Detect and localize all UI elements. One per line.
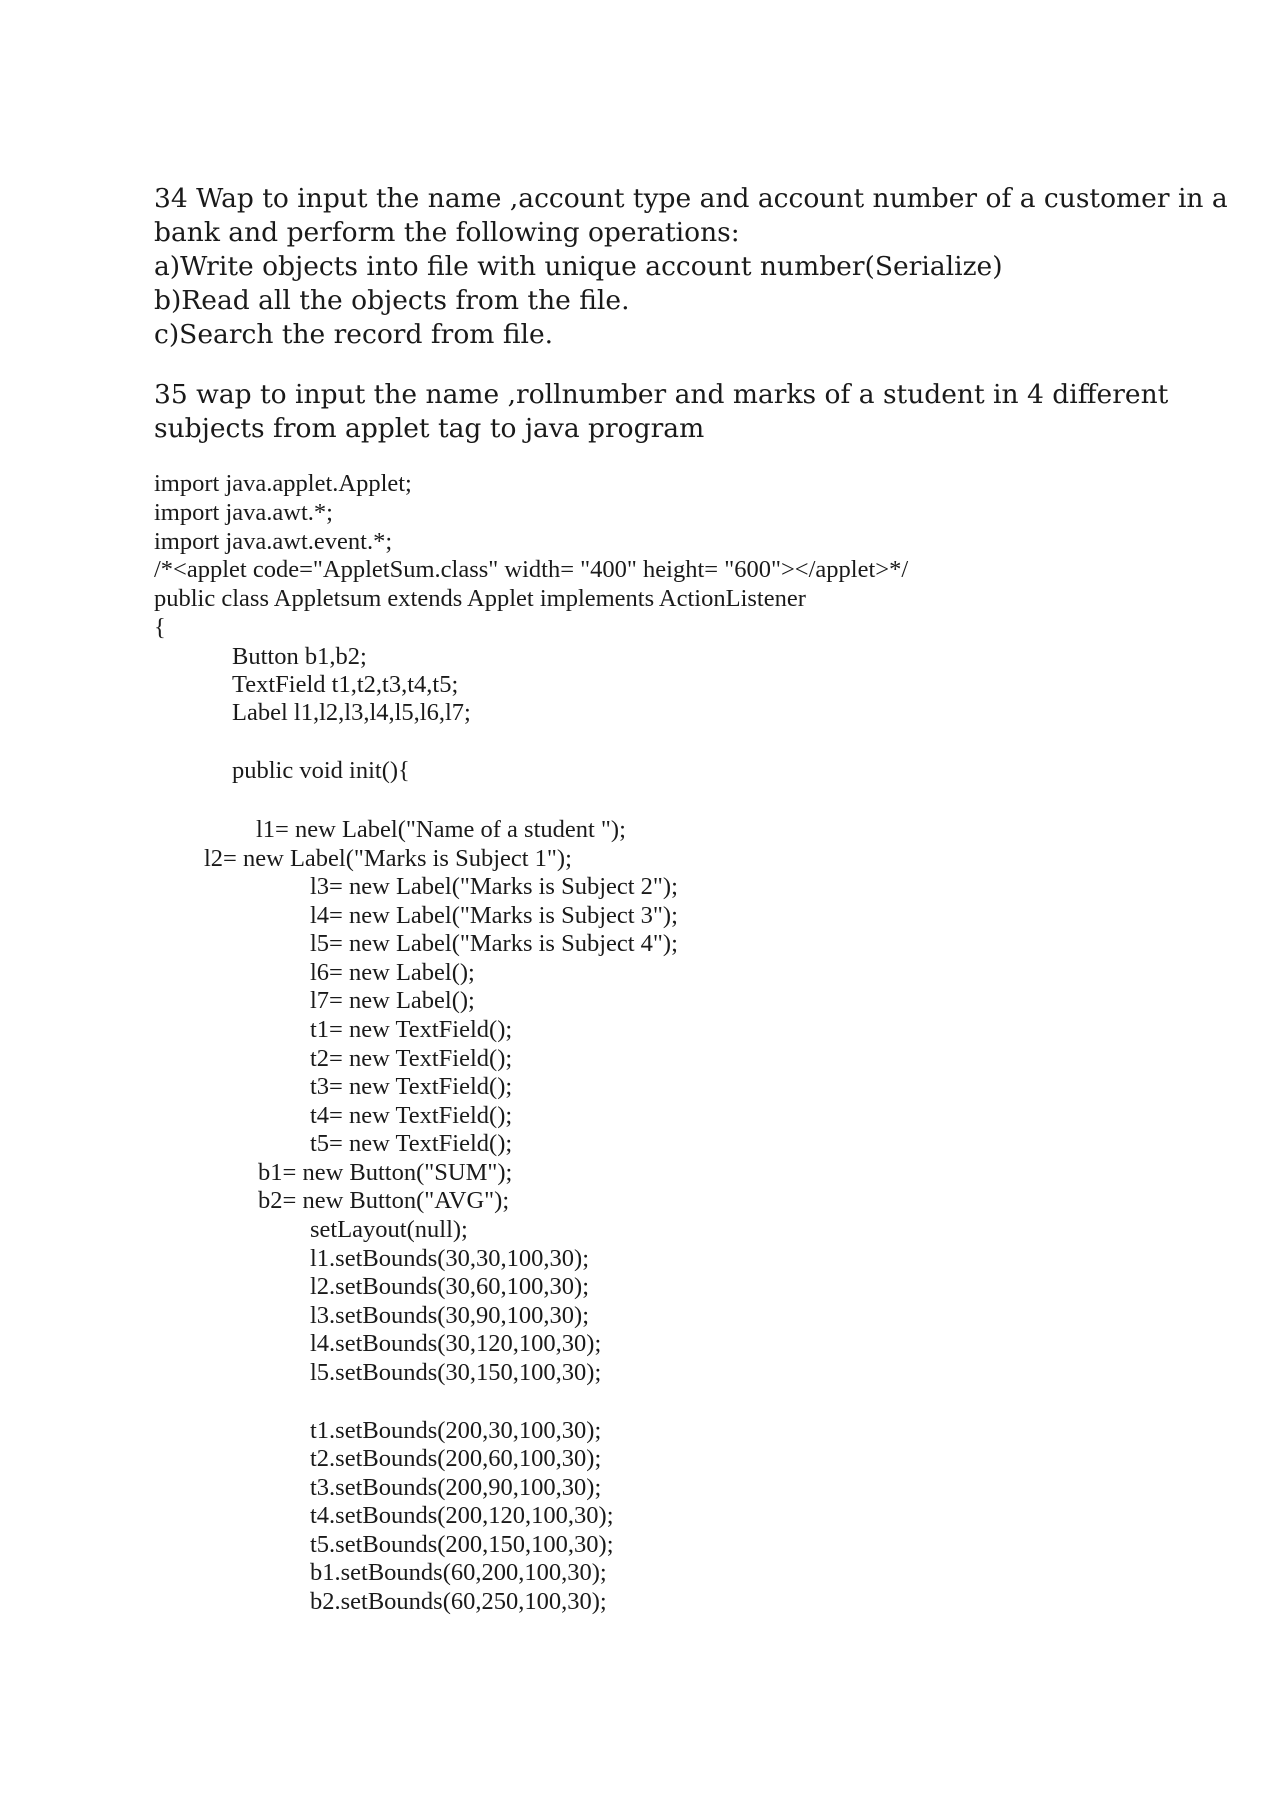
q34-line: a)Write objects into file with unique account number(Serialize) <box>154 251 1003 282</box>
code-line: t2.setBounds(200,60,100,30); <box>310 1445 602 1472</box>
code-line: import java.applet.Applet; <box>154 470 412 497</box>
code-line: t4= new TextField(); <box>310 1102 513 1129</box>
q35-line: subjects from applet tag to java program <box>154 413 705 444</box>
q34-line: bank and perform the following operations: <box>154 217 740 248</box>
q34-line: b)Read all the objects from the file. <box>154 285 630 316</box>
code-line: t3.setBounds(200,90,100,30); <box>310 1474 602 1501</box>
q34-line: c)Search the record from file. <box>154 319 554 350</box>
code-line: l5.setBounds(30,150,100,30); <box>310 1359 602 1386</box>
code-line: { <box>154 614 166 641</box>
code-line: b2.setBounds(60,250,100,30); <box>310 1588 607 1615</box>
code-line: l6= new Label(); <box>310 959 475 986</box>
code-line: l4.setBounds(30,120,100,30); <box>310 1330 602 1357</box>
code-line: b1= new Button("SUM"); <box>258 1159 513 1186</box>
code-line: /*<applet code="AppletSum.class" width= "400" height= "600"></applet>*/ <box>154 556 909 583</box>
code-line: t1.setBounds(200,30,100,30); <box>310 1417 602 1444</box>
code-line: t1= new TextField(); <box>310 1016 513 1043</box>
code-line: public void init(){ <box>232 757 410 784</box>
code-line: Button b1,b2; <box>232 643 367 670</box>
code-line: l2.setBounds(30,60,100,30); <box>310 1273 590 1300</box>
code-line: t2= new TextField(); <box>310 1045 513 1072</box>
code-line: l2= new Label("Marks is Subject 1"); <box>204 845 572 872</box>
code-line: import java.awt.*; <box>154 499 333 526</box>
code-line: public class Appletsum extends Applet implements ActionListener <box>154 585 806 612</box>
code-line: l3.setBounds(30,90,100,30); <box>310 1302 590 1329</box>
code-line: l5= new Label("Marks is Subject 4"); <box>310 930 678 957</box>
code-line: Label l1,l2,l3,l4,l5,l6,l7; <box>232 699 471 726</box>
question-34 <box>154 182 1228 352</box>
q34-line: 34 Wap to input the name ,account type and account number of a customer in a <box>154 183 1228 214</box>
code-line: import java.awt.event.*; <box>154 528 393 555</box>
code-line: l1.setBounds(30,30,100,30); <box>310 1245 590 1272</box>
code-line: b2= new Button("AVG"); <box>258 1187 510 1214</box>
code-line: l1= new Label("Name of a student "); <box>256 816 626 843</box>
code-line: l7= new Label(); <box>310 987 475 1014</box>
code-line: TextField t1,t2,t3,t4,t5; <box>232 671 459 698</box>
code-line: l3= new Label("Marks is Subject 2"); <box>310 873 678 900</box>
code-line: t3= new TextField(); <box>310 1073 513 1100</box>
q35-line: 35 wap to input the name ,rollnumber and marks of a student in 4 different <box>154 379 1169 410</box>
code-line: b1.setBounds(60,200,100,30); <box>310 1559 607 1586</box>
code-line: setLayout(null); <box>310 1216 468 1243</box>
code-line: t4.setBounds(200,120,100,30); <box>310 1502 614 1529</box>
code-line: t5.setBounds(200,150,100,30); <box>310 1531 614 1558</box>
question-35 <box>154 378 1169 446</box>
code-line: l4= new Label("Marks is Subject 3"); <box>310 902 678 929</box>
code-line: t5= new TextField(); <box>310 1130 513 1157</box>
